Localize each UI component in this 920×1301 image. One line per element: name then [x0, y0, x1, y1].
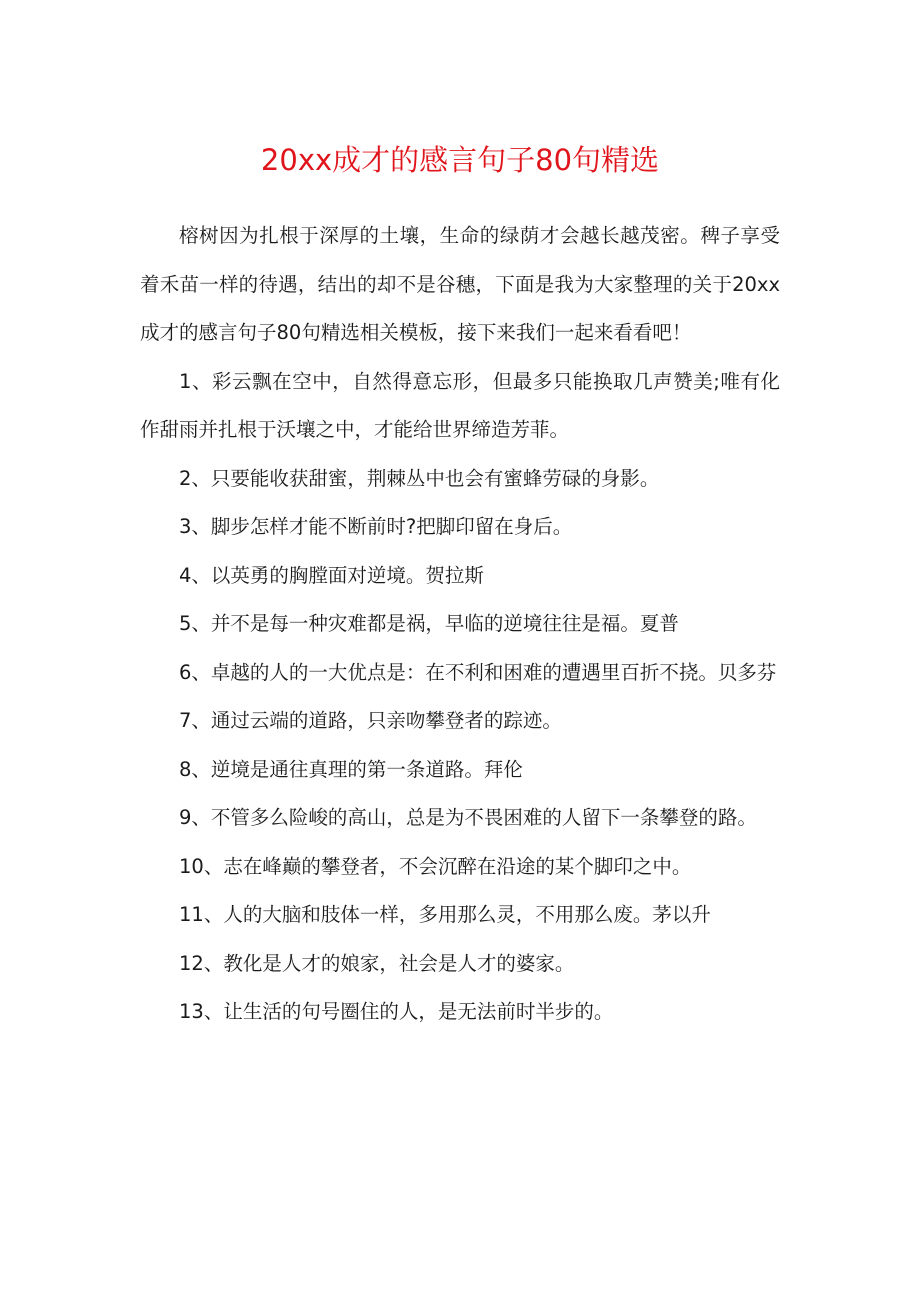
quote-item-6: 6、卓越的人的一大优点是：在不利和困难的遭遇里百折不挠。贝多芬	[179, 660, 777, 684]
quote-item-11: 11、人的大脑和肢体一样，多用那么灵，不用那么废。茅以升	[179, 903, 711, 926]
document-body	[140, 212, 780, 1037]
quote-item-7: 7、通过云端的道路，只亲吻攀登者的踪迹。	[179, 709, 562, 732]
quote-item-8: 8、逆境是通往真理的第一条道路。拜伦	[179, 757, 523, 781]
quote-item-2: 2、只要能收获甜蜜，荆棘丛中也会有蜜蜂劳碌的身影。	[179, 466, 660, 490]
quote-item-1: 1、彩云飘在空中，自然得意忘形，但最多只能换取几声赞美;唯有化作甜雨并扎根于沃壤之中，才能给世界缔造芳菲。	[140, 369, 780, 441]
quote-item-9: 9、不管多么险峻的高山，总是为不畏困难的人留下一条攀登的路。	[179, 806, 757, 829]
quote-item-10: 10、志在峰巅的攀登者，不会沉醉在沿途的某个脚印之中。	[179, 854, 692, 878]
document-title: 20xx成才的感言句子80句精选	[260, 143, 660, 177]
quote-item-4: 4、以英勇的胸膛面对逆境。贺拉斯	[179, 563, 484, 587]
quote-item-5: 5、并不是每一种灾难都是祸，早临的逆境往往是福。夏普	[179, 612, 679, 635]
quote-item-3: 3、脚步怎样才能不断前时?把脚印留在身后。	[179, 515, 573, 538]
intro-paragraph: 榕树因为扎根于深厚的土壤，生命的绿荫才会越长越茂密。稗子享受着禾苗一样的待遇，结出的却不是谷穗，下面是我为大家整理的关于20xx成才的感言句子80句精选相关模板，接下来我们一起来看看吧！	[140, 224, 780, 344]
quote-item-12: 12、教化是人才的娘家，社会是人才的婆家。	[179, 951, 575, 975]
quote-item-13: 13、让生活的句号圈住的人，是无法前时半步的。	[179, 1000, 614, 1023]
